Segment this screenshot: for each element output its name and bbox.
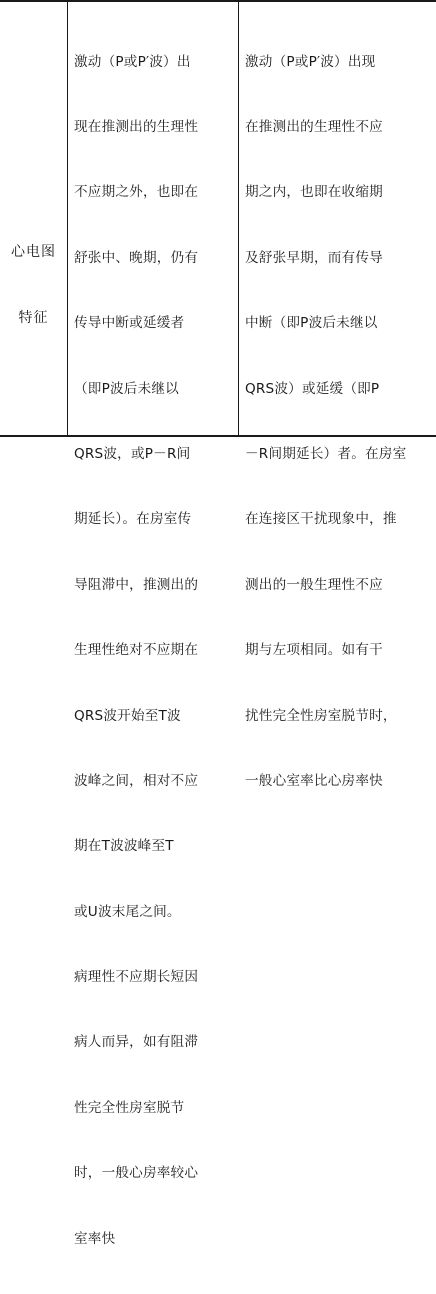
cell-text-line: 舒张中、晚期，仍有 [74,249,199,266]
row-label-line: 心电图 [11,244,56,260]
cell-text-line: 一般心室率比心房率快 [245,772,383,789]
cell-text-line: 波峰之间，相对不应 [74,772,199,789]
cell-text-line: 激动（P或P′波）出现 [245,53,376,70]
column-divider-1 [67,0,68,437]
cell-text-line: 生理性绝对不应期在 [74,642,199,659]
cell-text-line: 病人而异，如有阻滞 [74,1034,199,1051]
cell-text-line: －R间期延长）者。在房室 [245,445,407,462]
cell-text-line: 在连接区干扰现象中，推 [245,511,397,528]
cell-text-line: 激动（P或P′波）出 [74,53,191,70]
cell-text-line: 性完全性房室脱节 [74,1099,185,1116]
cell-text-line: 时，一般心房率较心 [74,1165,199,1182]
cell-text-line: 期延长）。在房室传 [74,511,192,528]
cell-text-line: （即P波后未继以 [74,380,179,397]
cell-text-line: QRS波，或P－R间 [74,445,191,462]
cell-text-line: 期在T波波峰至T [74,838,174,855]
cell-text-line: 病理性不应期长短因 [74,969,199,986]
cell-text-line: 期与左项相同。如有干 [245,642,383,659]
cell-text-line: 现在推测出的生理性 [74,118,199,135]
cell-text-line: 期之内，也即在收缩期 [245,184,383,201]
cell-text-line: QRS波开始至T波 [74,707,181,724]
cell-text-line: 中断（即P波后未继以 [245,315,378,332]
cell-text-line: 及舒张早期，而有传导 [245,249,383,266]
block-column-cell [245,8,433,836]
row-label-cell [0,197,67,373]
interference-column-cell [74,8,234,1294]
cell-text-line: 导阻滞中，推测出的 [74,576,199,593]
cell-text-line: 扰性完全性房室脱节时， [245,707,397,724]
cell-text-line: 不应期之外，也即在 [74,184,199,201]
cell-text-line: 测出的一般生理性不应 [245,576,383,593]
cell-text-line: 传导中断或延缓者 [74,315,185,332]
cell-text-line: 或U波末尾之间。 [74,903,181,920]
cell-text-line: 在推测出的生理性不应 [245,118,383,135]
row-label-line: 特征 [18,310,49,326]
column-divider-2 [238,0,239,437]
cell-text-line: QRS波）或延缓（即P [245,380,380,397]
cell-text-line: 室率快 [74,1230,116,1247]
table-top-rule [0,0,436,2]
